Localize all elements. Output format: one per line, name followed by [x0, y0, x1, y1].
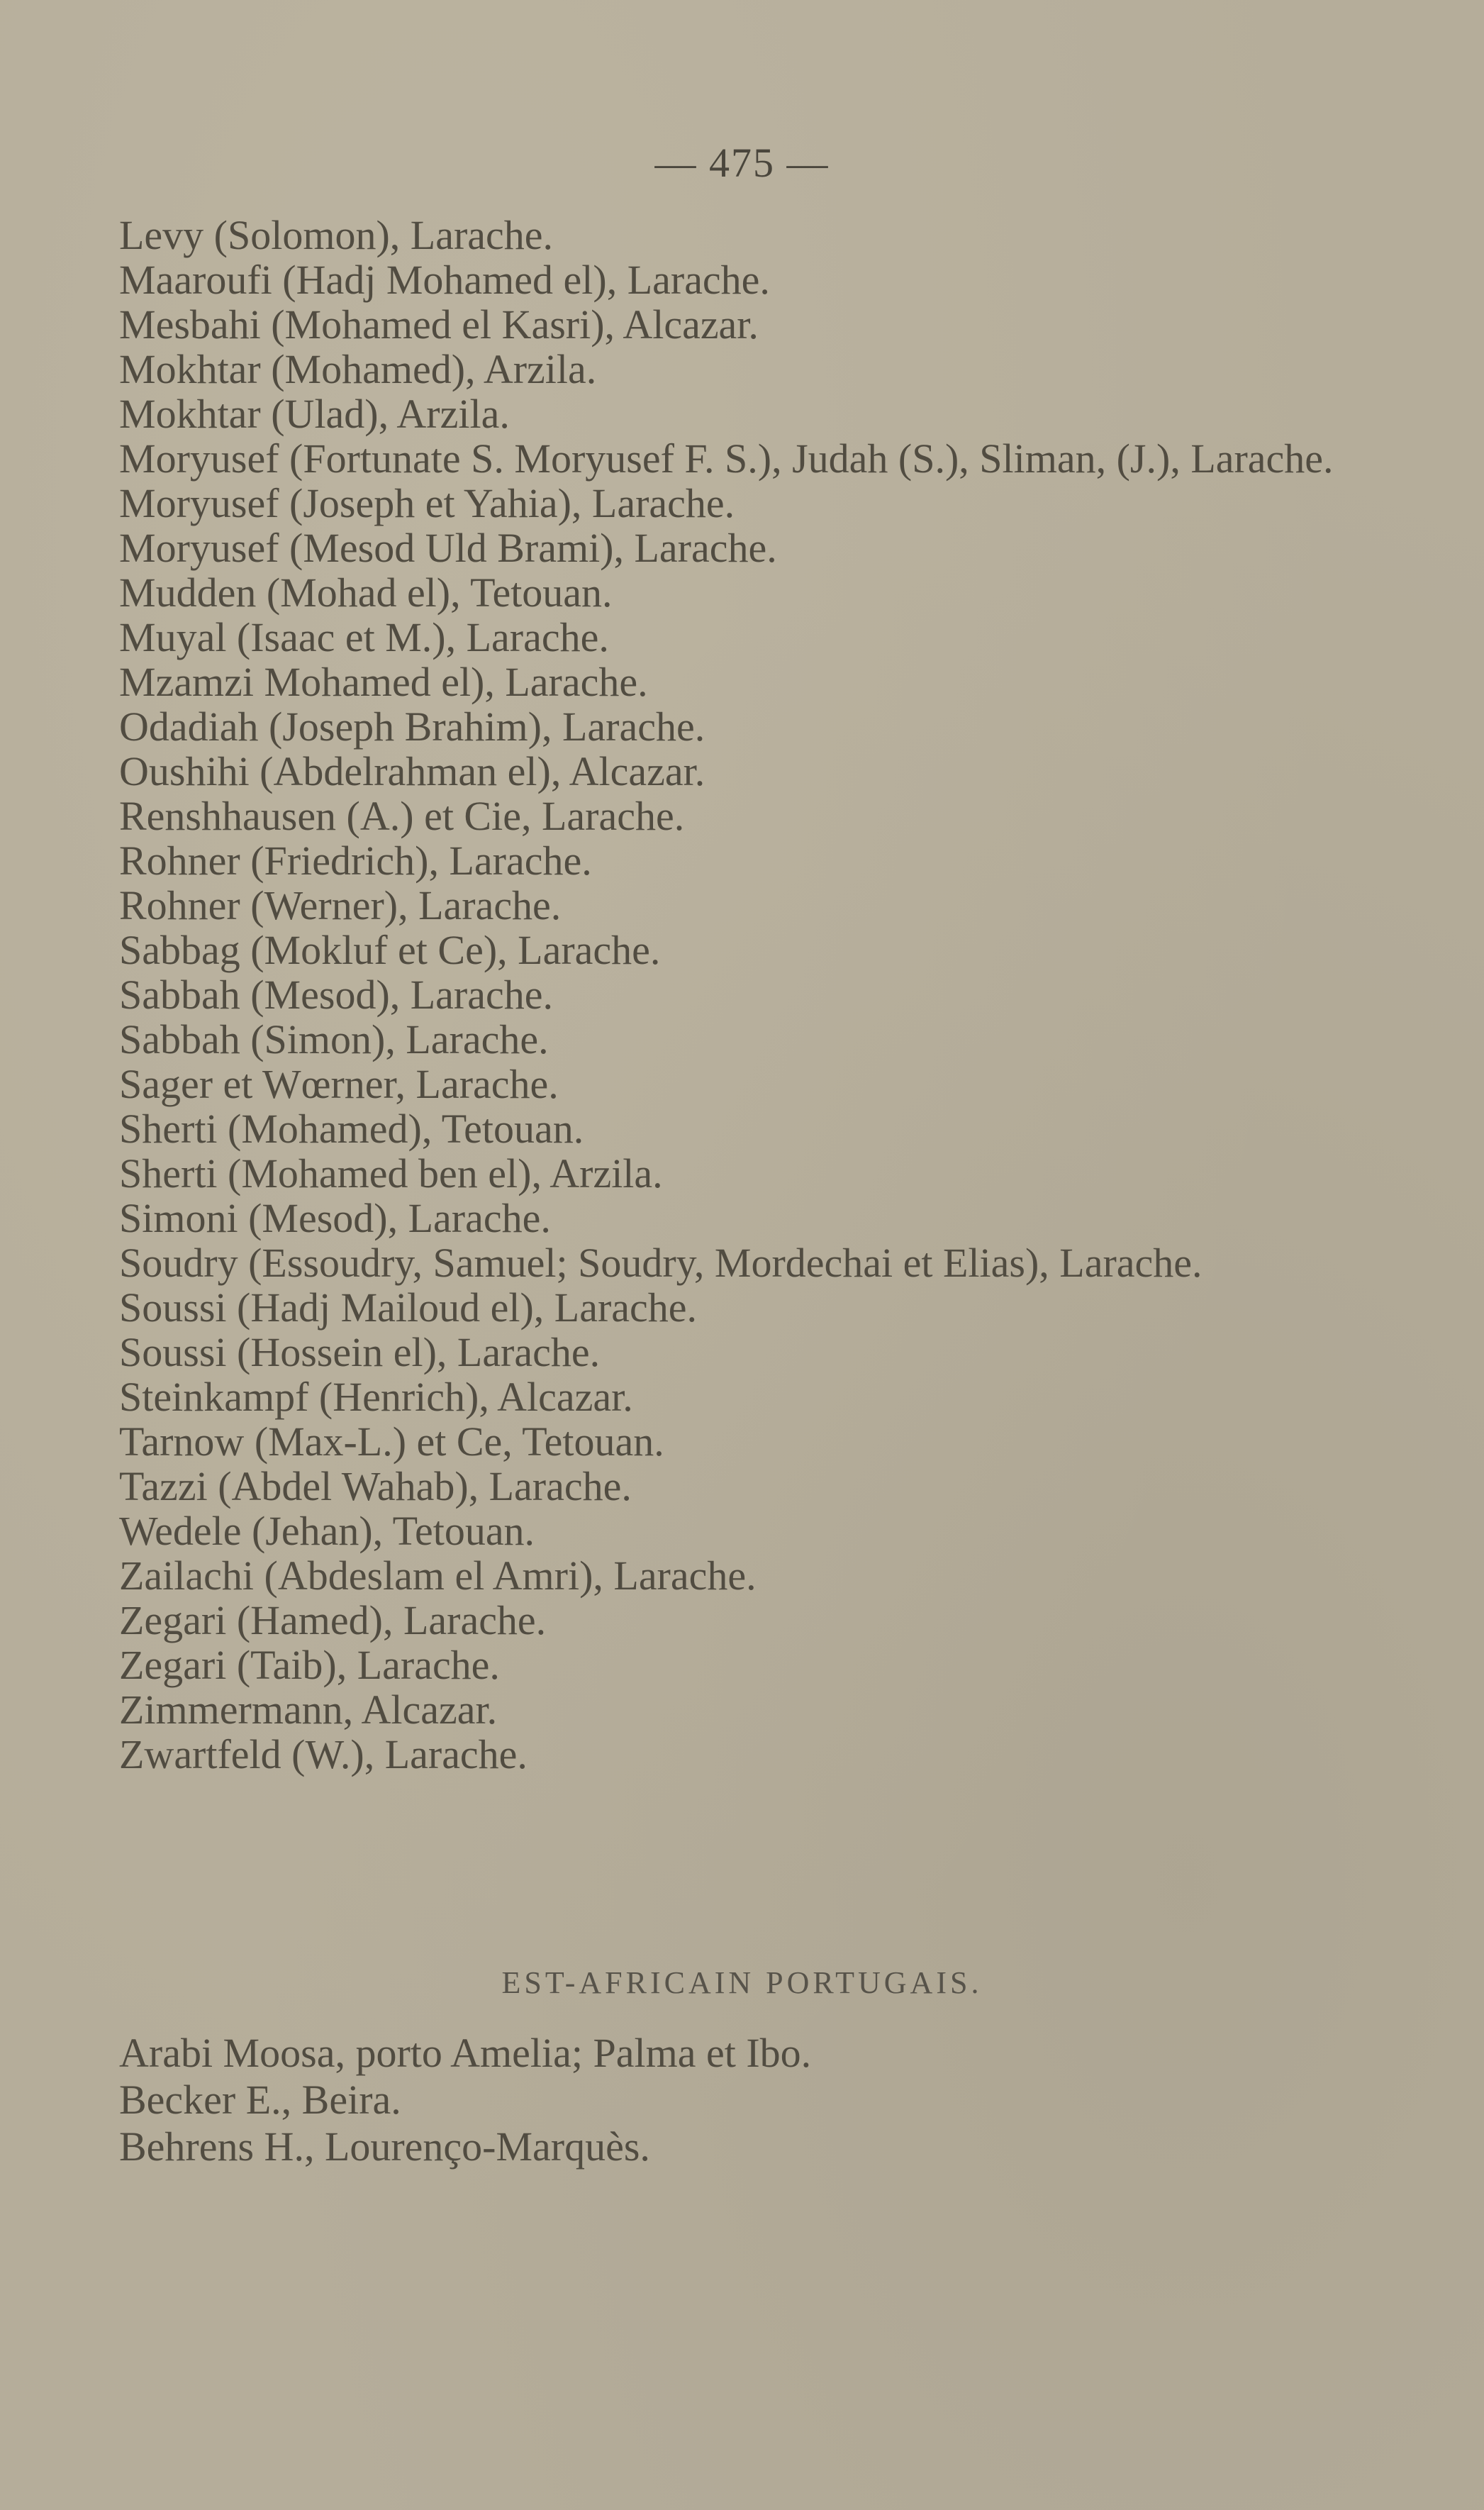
- section-list: [119, 2030, 1353, 2170]
- list-item: Tarnow (Max-L.) et Ce, Tetouan.: [119, 1418, 664, 1465]
- list-item: Sabbah (Mesod), Larache.: [119, 972, 553, 1018]
- list-item: Odadiah (Joseph Brahim), Larache.: [119, 704, 705, 750]
- list-item: Mzamzi Mohamed el), Larache.: [119, 659, 648, 705]
- list-item: Sabbag (Mokluf et Ce), Larache.: [119, 927, 661, 973]
- list-item: Zailachi (Abdeslam el Amri), Larache.: [119, 1553, 757, 1599]
- list-item: Steinkampf (Henrich), Alcazar.: [119, 1374, 633, 1420]
- list-item: Sherti (Mohamed), Tetouan.: [119, 1106, 584, 1152]
- list-item: Wedele (Jehan), Tetouan.: [119, 1508, 535, 1554]
- list-item: Soudry (Essoudry, Samuel; Soudry, Mordechai et Elias), Larache.: [119, 1240, 1203, 1286]
- list-item: Zwartfeld (W.), Larache.: [119, 1731, 528, 1777]
- list-item: Tazzi (Abdel Wahab), Larache.: [119, 1463, 632, 1509]
- list-item: Arabi Moosa, porto Amelia; Palma et Ibo.: [119, 2030, 812, 2076]
- list-item: Mudden (Mohad el), Tetouan.: [119, 570, 613, 616]
- list-item: Behrens H., Lourenço-Marquès.: [119, 2123, 650, 2170]
- list-item: Moryusef (Fortunate S. Moryusef F. S.), Judah (S.), Sliman, (J.), Larache.: [119, 435, 1334, 482]
- list-item: Sherti (Mohamed ben el), Arzila.: [119, 1150, 663, 1196]
- list-item: Mesbahi (Mohamed el Kasri), Alcazar.: [119, 301, 759, 348]
- list-item: Maaroufi (Hadj Mohamed el), Larache.: [119, 257, 770, 303]
- section-heading: EST-AFRICAIN PORTUGAIS.: [501, 1965, 983, 2000]
- list-item: Mokhtar (Mohamed), Arzila.: [119, 346, 597, 392]
- list-item: Zegari (Taib), Larache.: [119, 1642, 500, 1688]
- list-item: Moryusef (Joseph et Yahia), Larache.: [119, 480, 735, 526]
- list-item: Soussi (Hadj Mailoud el), Larache.: [119, 1284, 698, 1331]
- list-item: Rohner (Friedrich), Larache.: [119, 838, 592, 884]
- list-item: Muyal (Isaac et M.), Larache.: [119, 614, 609, 660]
- list-item: Mokhtar (Ulad), Arzila.: [119, 391, 510, 437]
- list-item: Moryusef (Mesod Uld Brami), Larache.: [119, 525, 777, 571]
- list-item: Zegari (Hamed), Larache.: [119, 1597, 547, 1643]
- page-number: — 475 —: [654, 140, 830, 186]
- list-item: Zimmermann, Alcazar.: [119, 1687, 498, 1733]
- list-item: Rohner (Werner), Larache.: [119, 882, 562, 928]
- list-item: Sager et Wœrner, Larache.: [119, 1061, 559, 1107]
- list-item: Levy (Solomon), Larache.: [119, 212, 554, 258]
- list-item: Soussi (Hossein el), Larache.: [119, 1329, 601, 1375]
- list-item: Becker E., Beira.: [119, 2077, 401, 2123]
- directory-list: [119, 213, 1353, 1777]
- list-item: Sabbah (Simon), Larache.: [119, 1016, 549, 1062]
- list-item: Oushihi (Abdelrahman el), Alcazar.: [119, 748, 705, 794]
- list-item: Renshhausen (A.) et Cie, Larache.: [119, 793, 685, 839]
- list-item: Simoni (Mesod), Larache.: [119, 1195, 551, 1241]
